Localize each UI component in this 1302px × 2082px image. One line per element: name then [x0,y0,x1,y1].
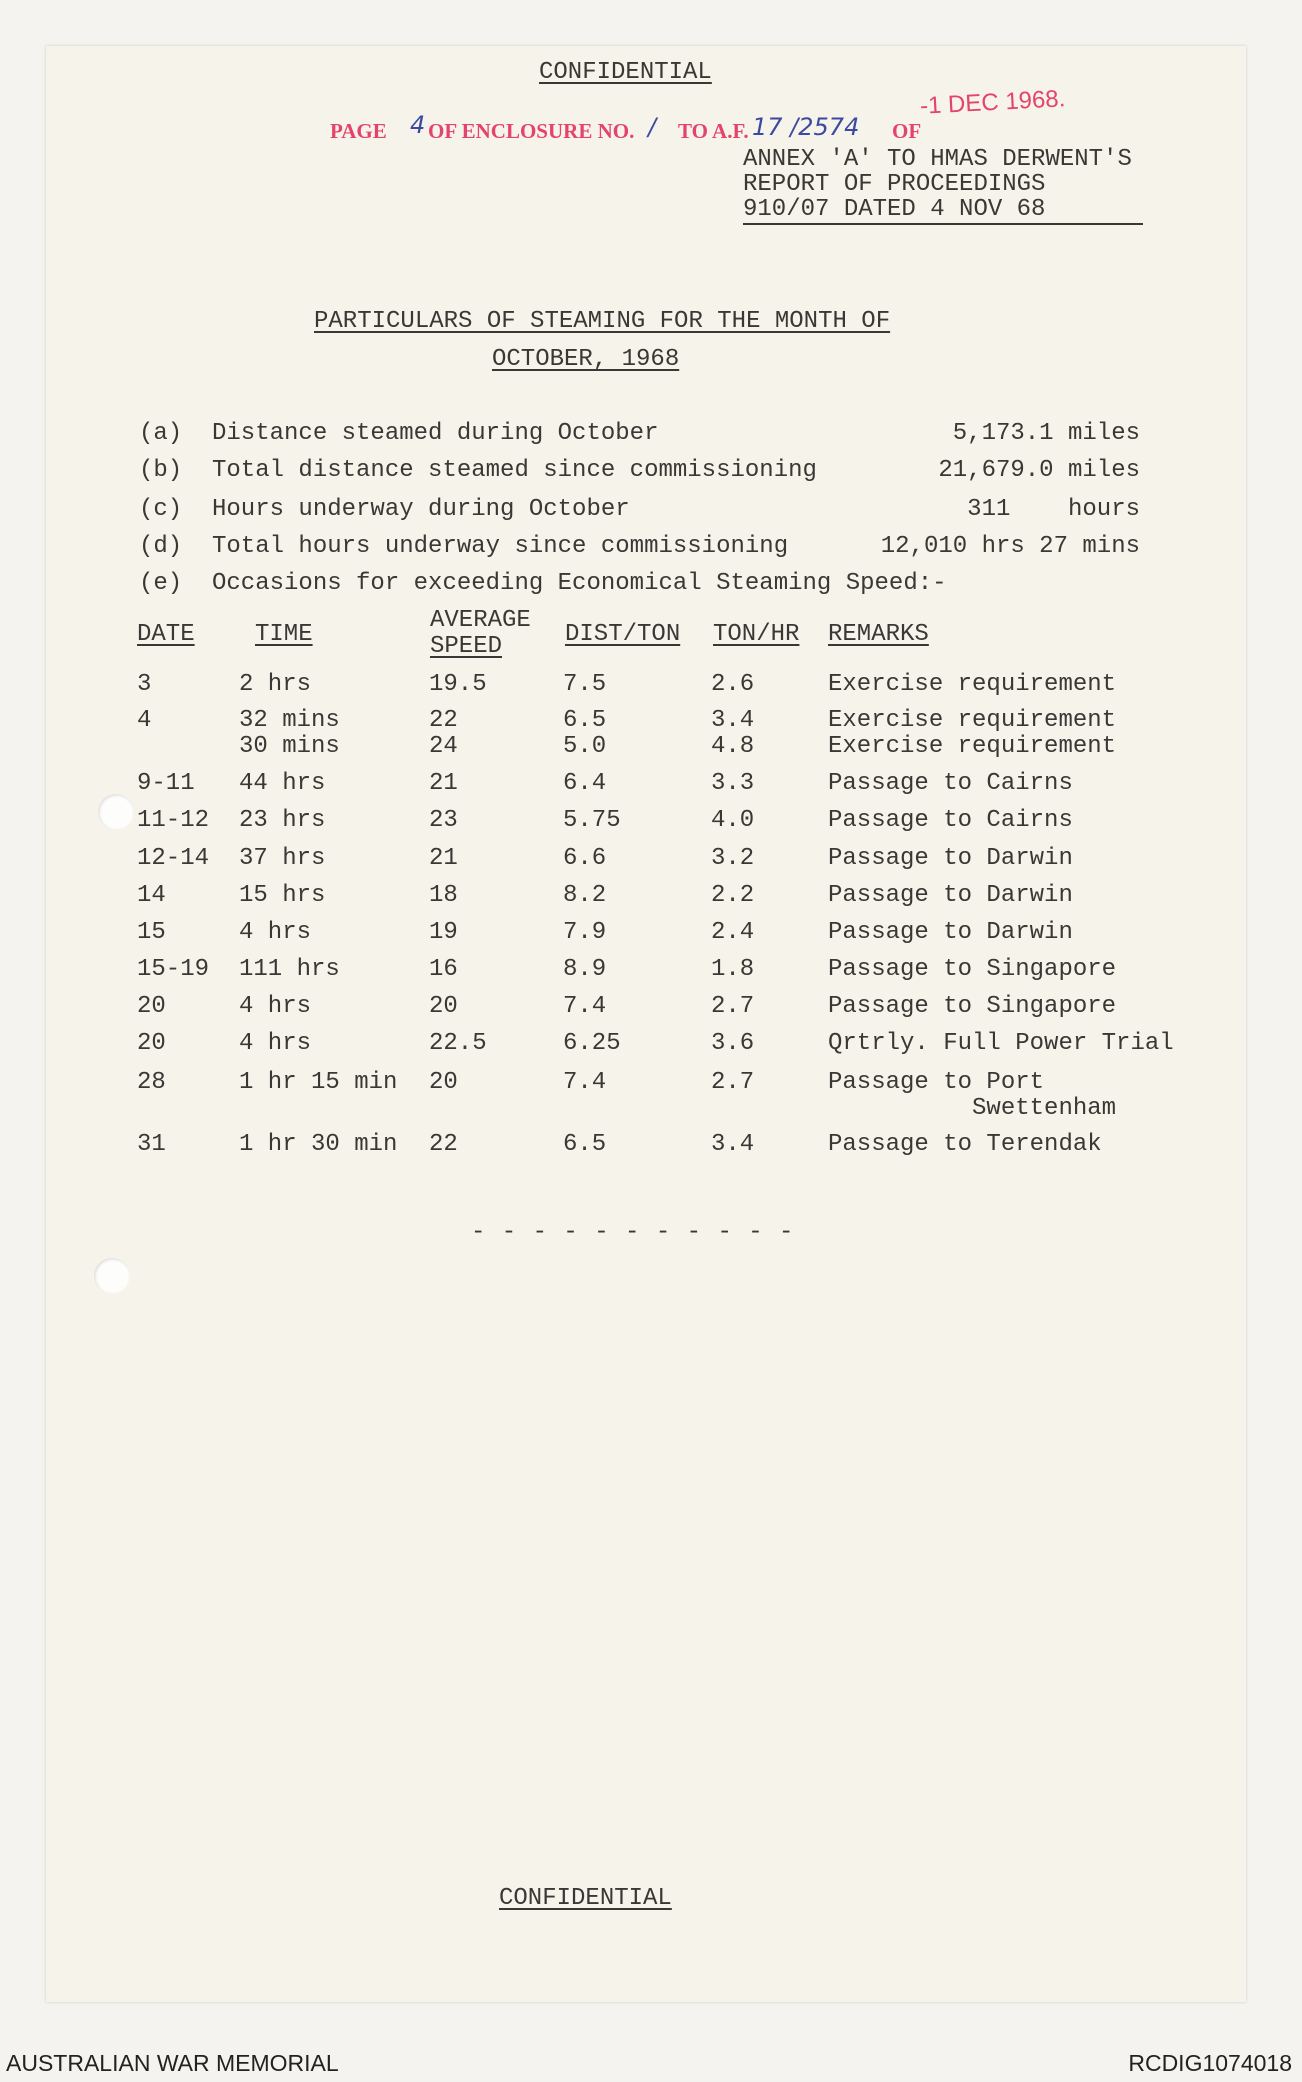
summary-text: Total distance steamed since commissioning [212,457,817,484]
summary-label: (a) [139,420,183,447]
footer-id: RCDIG1074018 [1128,2050,1292,2076]
cell-dist: 5.75 [563,807,621,834]
cell-time: 1 hr 30 min [239,1131,398,1158]
cell-date: 20 [137,993,166,1020]
title-line1: PARTICULARS OF STEAMING FOR THE MONTH OF [314,308,891,335]
cell-ton: 2.7 [711,993,755,1020]
cell-ton: 2.4 [711,919,755,946]
summary-text: Hours underway during October [212,496,630,523]
cell-dist: 7.5 [563,671,607,698]
cell-date: 28 [137,1069,166,1096]
cell-ton: 2.2 [711,882,755,909]
cell-date: 15 [137,919,166,946]
cell-date: 15-19 [137,956,210,983]
cell-speed: 22 [429,1131,458,1158]
cell-ton: 1.8 [711,956,755,983]
cell-remarks: Passage to Darwin [828,845,1073,872]
cell-speed: 20 [429,993,458,1020]
cell-remarks: Passage to Singapore [828,956,1117,983]
confidential-bottom: CONFIDENTIAL [499,1885,672,1912]
cell-time: 2 hrs [239,671,312,698]
cell-dist: 5.0 [563,733,607,760]
cell-remarks: Passage to Port Swettenham [828,1069,1117,1122]
cell-time: 4 hrs [239,993,312,1020]
document-page [46,46,1246,2002]
footer-archive: AUSTRALIAN WAR MEMORIAL [6,2050,339,2076]
cell-remarks: Passage to Cairns [828,807,1073,834]
cell-time: 37 hrs [239,845,326,872]
punch-hole [94,1258,130,1294]
cell-ton: 4.0 [711,807,755,834]
cell-dist: 6.5 [563,1131,607,1158]
cell-time: 32 mins [239,707,340,734]
cell-date: 12-14 [137,845,210,872]
cell-remarks: Passage to Darwin [828,919,1073,946]
cell-time: 4 hrs [239,1030,312,1057]
cell-speed: 23 [429,807,458,834]
cell-dist: 6.25 [563,1030,621,1057]
summary-label: (b) [139,457,183,484]
cell-remarks: Passage to Singapore [828,993,1117,1020]
cell-date: 3 [137,671,152,698]
cell-date: 9-11 [137,770,195,797]
cell-ton: 3.4 [711,1131,755,1158]
summary-value: 12,010 hrs 27 mins [880,533,1140,560]
cell-time: 30 mins [239,733,340,760]
summary-label: (d) [139,533,183,560]
cell-ton: 4.8 [711,733,755,760]
cell-speed: 19.5 [429,671,487,698]
summary-value: 5,173.1 miles [952,420,1140,447]
cell-time: 23 hrs [239,807,326,834]
summary-text: Distance steamed during October [212,420,659,447]
cell-remarks: Passage to Terendak [828,1131,1102,1158]
cell-time: 15 hrs [239,882,326,909]
cell-speed: 16 [429,956,458,983]
cell-date: 4 [137,707,152,734]
cell-speed: 18 [429,882,458,909]
cell-dist: 6.5 [563,707,607,734]
cell-speed: 21 [429,845,458,872]
cell-dist: 8.9 [563,956,607,983]
cell-remarks: Exercise requirement [828,671,1117,698]
cell-speed: 24 [429,733,458,760]
summary-value: 21,679.0 miles [938,457,1140,484]
cell-dist: 7.9 [563,919,607,946]
cell-remarks: Exercise requirement [828,707,1117,734]
cell-time: 44 hrs [239,770,326,797]
cell-ton: 2.7 [711,1069,755,1096]
confidential-top: CONFIDENTIAL [539,59,712,86]
cell-ton: 3.6 [711,1030,755,1057]
cell-dist: 7.4 [563,1069,607,1096]
title-line2: OCTOBER, 1968 [492,346,680,373]
cell-speed: 22 [429,707,458,734]
cell-dist: 8.2 [563,882,607,909]
annex-underline [743,223,1143,225]
cell-dist: 6.6 [563,845,607,872]
summary-text: Occasions for exceeding Economical Steaming Speed:- [212,570,947,597]
cell-time: 4 hrs [239,919,312,946]
summary-text: Total hours underway since commissioning [212,533,789,560]
cell-date: 31 [137,1131,166,1158]
cell-ton: 2.6 [711,671,755,698]
cell-date: 20 [137,1030,166,1057]
cell-ton: 3.4 [711,707,755,734]
summary-label: (e) [139,570,183,597]
punch-hole [98,794,134,830]
cell-speed: 20 [429,1069,458,1096]
summary-value: 311 hours [967,496,1140,523]
cell-remarks: Qrtrly. Full Power Trial [828,1030,1174,1057]
cell-time: 111 hrs [239,956,340,983]
annex-line1: ANNEX 'A' TO HMAS DERWENT'S [743,146,1132,173]
cell-date: 11-12 [137,807,210,834]
cell-dist: 6.4 [563,770,607,797]
cell-remarks: Passage to Cairns [828,770,1073,797]
cell-remarks: Passage to Darwin [828,882,1073,909]
cell-time: 1 hr 15 min [239,1069,398,1096]
cell-speed: 22.5 [429,1030,487,1057]
cell-date: 14 [137,882,166,909]
annex-line2: REPORT OF PROCEEDINGS [743,171,1046,198]
annex-line3: 910/07 DATED 4 NOV 68 [743,196,1046,223]
date-stamp: -1 DEC 1968. [919,85,1066,120]
cell-dist: 7.4 [563,993,607,1020]
cell-speed: 19 [429,919,458,946]
cell-remarks: Exercise requirement [828,733,1117,760]
cell-speed: 21 [429,770,458,797]
summary-label: (c) [139,496,183,523]
divider: - - - - - - - - - - - [471,1219,795,1246]
cell-ton: 3.3 [711,770,755,797]
cell-ton: 3.2 [711,845,755,872]
